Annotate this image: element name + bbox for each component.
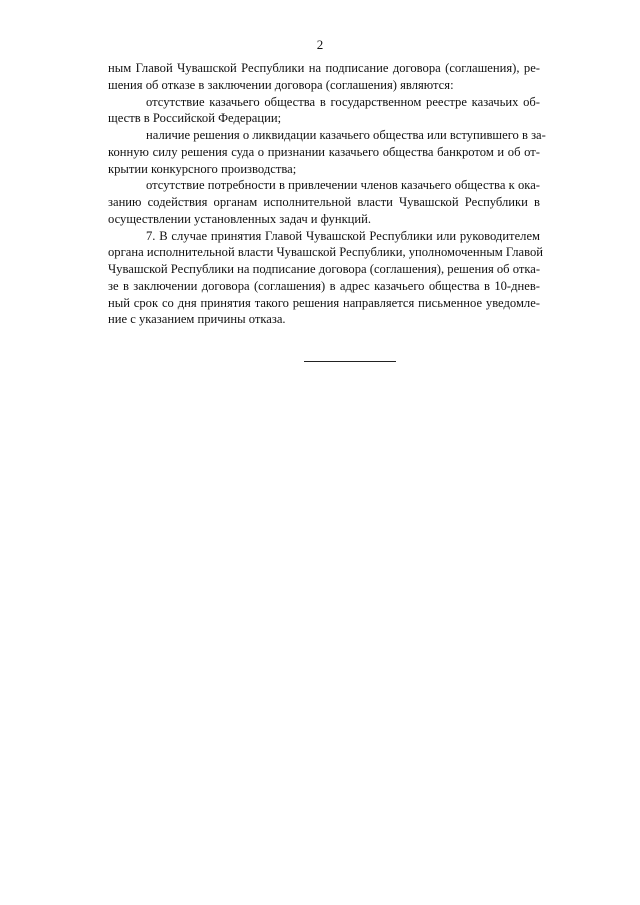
text-line: отсутствие потребности в привлечении членов казачьего общества к ока-: [146, 178, 540, 193]
text-line: ществ в Российской Федерации;: [108, 111, 282, 126]
text-line: отсутствие казачьего общества в государственном реестре казачьих об-: [146, 94, 540, 109]
text-line: ным Главой Чувашской Республики на подписание договора (соглашения), ре-: [108, 61, 540, 75]
text-line: 7. В случае принятия Главой Чувашской Республики или руководителем: [146, 228, 540, 243]
text-line: Чувашской Республики на подписание договора (соглашения), решения об отка-: [108, 262, 541, 276]
page-number: 2: [316, 37, 324, 52]
end-separator-line: [304, 361, 396, 362]
text-line: наличие решения о ликвидации казачьего общества или вступившего в за-: [146, 128, 546, 142]
body-text: [108, 60, 546, 328]
text-line: ние с указанием причины отказа.: [108, 312, 286, 327]
text-line: крытии конкурсного производства;: [108, 161, 297, 176]
text-line: занию содействия органам исполнительной власти Чувашской Республики в: [108, 195, 540, 209]
text-line: зе в заключении договора (соглашения) в адрес казачьего общества в 10-днев-: [108, 278, 540, 293]
text-line: осуществлении установленных задач и функций.: [108, 211, 372, 226]
text-line: шения об отказе в заключении договора (соглашения) являются:: [108, 77, 454, 92]
text-line: органа исполнительной власти Чувашской Республики, уполномоченным Главой: [108, 245, 544, 260]
text-line: ный срок со дня принятия такого решения направляется письменное уведомле-: [108, 295, 540, 310]
text-line: конную силу решения суда о признании казачьего общества банкротом и об от-: [108, 144, 540, 159]
